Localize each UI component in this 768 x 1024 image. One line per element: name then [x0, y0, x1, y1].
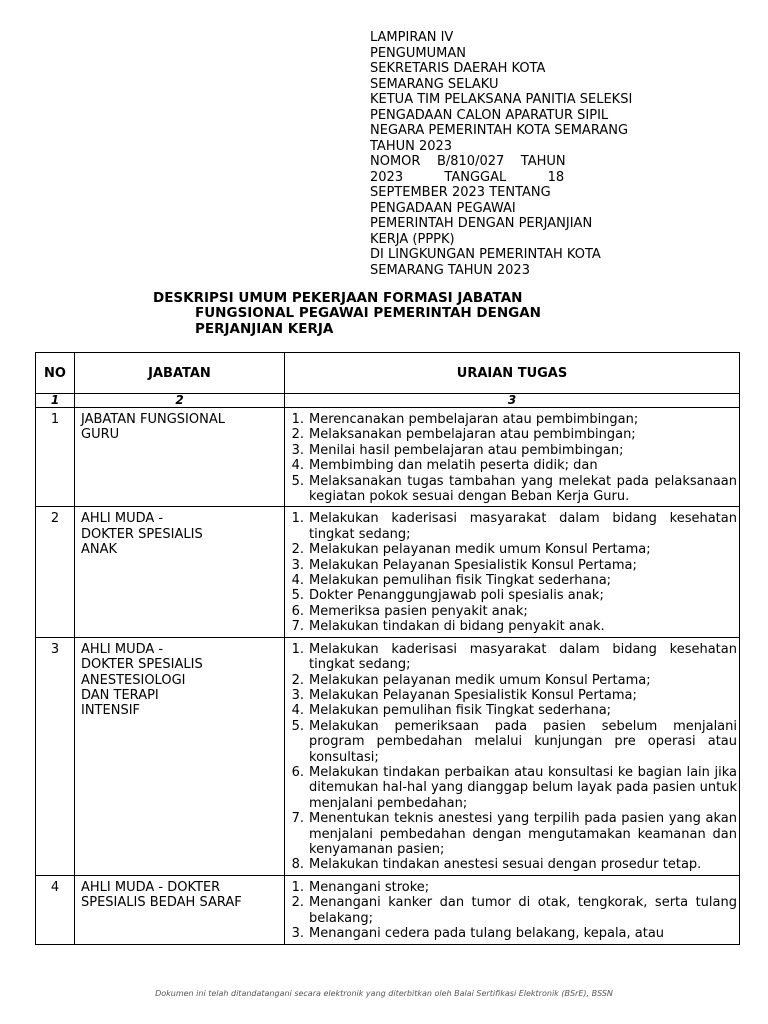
- task-text: Melakukan kaderisasi masyarakat dalam bidang kesehatan tingkat sedang;: [309, 641, 737, 673]
- task-number: 3.: [291, 687, 304, 703]
- table-row: [36, 408, 740, 507]
- jabatan-line: AHLI MUDA - DOKTER: [81, 879, 221, 895]
- header-line: SEPTEMBER 2023 TENTANG: [370, 185, 551, 200]
- task-text: Melakukan Pelayanan Spesialistik Konsul Pertama;: [309, 557, 637, 573]
- header-line: KERJA (PPPK): [370, 231, 455, 247]
- header-line: KETUA TIM PELAKSANA PANITIA SELEKSI: [370, 92, 633, 107]
- task-number: 5.: [291, 718, 304, 734]
- task-text: Melakukan Pelayanan Spesialistik Konsul Pertama;: [309, 687, 637, 703]
- task-item: [285, 880, 737, 895]
- header-line: DI LINGKUNGAN PEMERINTAH KOTA: [370, 247, 601, 262]
- job-description-table: [35, 352, 740, 945]
- task-item: [285, 412, 737, 427]
- task-number: 1.: [291, 511, 304, 527]
- uraian-tugas-cell: [285, 408, 740, 507]
- task-number: 6.: [291, 764, 304, 780]
- header-line: SEKRETARIS DAERAH KOTA: [370, 61, 546, 76]
- jabatan-line: DOKTER SPESIALIS: [81, 657, 203, 673]
- task-text: Merencanakan pembelajaran atau pembimbingan;: [309, 412, 639, 427]
- task-text: Melakukan pemulihan fisik Tingkat sederhana;: [309, 573, 612, 589]
- header-jabatan: JABATAN: [75, 353, 285, 394]
- task-list: [285, 412, 737, 504]
- task-number: 4.: [291, 573, 304, 589]
- task-number: 1.: [291, 879, 304, 895]
- header-line: PENGUMUMAN: [370, 45, 466, 61]
- task-item: [285, 604, 737, 619]
- jabatan-line: GURU: [81, 427, 120, 443]
- task-item: [285, 926, 737, 941]
- task-text: Memeriksa pasien penyakit anak;: [309, 603, 528, 619]
- uraian-tugas-cell: [285, 637, 740, 875]
- task-item: [285, 857, 737, 872]
- document-title: [153, 291, 633, 337]
- task-number: 4.: [291, 458, 304, 474]
- jabatan-line: JABATAN FUNGSIONAL: [81, 412, 225, 427]
- title-line: DESKRIPSI UMUM PEKERJAAN FORMASI JABATAN: [153, 290, 523, 306]
- task-text: Melaksanakan tugas tambahan yang melekat pada pelaksanaan kegiatan pokok sesuai dengan Beban Kerja Guru.: [309, 473, 737, 505]
- task-text: Melakukan tindakan perbaikan atau konsultasi ke bagian lain jika ditemukan hal-hal yang dianggap belum layak pada pasien untuk menjalani pembedahan;: [309, 764, 737, 811]
- jabatan-cell: [75, 408, 285, 507]
- task-item: [285, 895, 737, 926]
- task-number: 7.: [291, 619, 304, 635]
- header-uraian-tugas: URAIAN TUGAS: [285, 353, 740, 394]
- task-item: [285, 765, 737, 811]
- table-header-row: [36, 353, 740, 394]
- jabatan-cell: [75, 637, 285, 875]
- task-text: Membimbing dan melatih peserta didik; dan: [309, 458, 598, 474]
- uraian-tugas-cell: [285, 507, 740, 637]
- task-text: Melakukan pemulihan fisik Tingkat sederhana;: [309, 703, 612, 719]
- task-number: 6.: [291, 603, 304, 619]
- task-text: Menangani cedera pada tulang belakang, kepala, atau: [309, 926, 665, 941]
- header-line: SEMARANG TAHUN 2023: [370, 262, 530, 278]
- row-number: 1: [36, 408, 75, 507]
- title-line: FUNGSIONAL PEGAWAI PEMERINTAH DENGAN: [195, 305, 541, 322]
- task-number: 2.: [291, 672, 304, 688]
- column-number-row: [36, 394, 740, 408]
- header-line: TAHUN 2023: [370, 138, 453, 154]
- column-number: 2: [75, 394, 285, 408]
- attachment-header: [370, 30, 680, 278]
- task-text: Melakukan kaderisasi masyarakat dalam bidang kesehatan tingkat sedang;: [309, 511, 737, 542]
- jabatan-line: AHLI MUDA -: [81, 511, 164, 527]
- task-text: Menangani kanker dan tumor di otak, tengkorak, serta tulang belakang;: [309, 895, 737, 926]
- header-line: SEMARANG SELAKU: [370, 76, 499, 92]
- task-item: [285, 673, 737, 688]
- task-item: [285, 688, 737, 703]
- task-list: [285, 642, 737, 873]
- task-text: Dokter Penanggungjawab poli spesialis anak;: [309, 588, 604, 604]
- header-line: LAMPIRAN IV: [370, 30, 454, 45]
- task-number: 2.: [291, 542, 304, 558]
- task-number: 4.: [291, 703, 304, 719]
- task-item: [285, 573, 737, 588]
- task-item: [285, 427, 737, 442]
- task-number: 1.: [291, 641, 304, 657]
- header-line: PENGADAAN CALON APARATUR SIPIL: [370, 107, 609, 123]
- task-item: [285, 588, 737, 603]
- task-number: 2.: [291, 895, 304, 911]
- task-number: 1.: [291, 412, 304, 427]
- task-list: [285, 880, 737, 942]
- task-item: [285, 558, 737, 573]
- header-line: NEGARA PEMERINTAH KOTA SEMARANG: [370, 123, 629, 138]
- jabatan-line: DOKTER SPESIALIS: [81, 526, 203, 542]
- table-row: [36, 637, 740, 875]
- task-item: [285, 703, 737, 718]
- jabatan-line: SPESIALIS BEDAH SARAF: [81, 895, 242, 911]
- header-line: NOMOR B/810/027 TAHUN: [370, 154, 566, 169]
- jabatan-cell: [75, 507, 285, 637]
- task-text: Melaksanakan pembelajaran atau pembimbingan;: [309, 427, 636, 443]
- task-text: Melakukan tindakan di bidang penyakit anak.: [309, 619, 605, 635]
- task-text: Menentukan teknis anestesi yang terpilih pada pasien yang akan menjalani pembedahan dengan mengutamakan keamanan dan kenyamanan pasien;: [309, 811, 737, 857]
- task-item: [285, 443, 737, 458]
- task-text: Melakukan pelayanan medik umum Konsul Pertama;: [309, 542, 651, 558]
- task-text: Melakukan tindakan anestesi sesuai dengan prosedur tetap.: [309, 857, 702, 873]
- jabatan-line: ANAK: [81, 542, 118, 558]
- task-number: 3.: [291, 442, 304, 458]
- task-list: [285, 511, 737, 634]
- task-number: 2.: [291, 427, 304, 443]
- header-line: PENGADAAN PEGAWAI: [370, 200, 516, 216]
- task-item: [285, 811, 737, 857]
- task-number: 3.: [291, 926, 304, 941]
- jabatan-cell: [75, 875, 285, 944]
- jabatan-line: INTENSIF: [81, 703, 141, 719]
- task-number: 3.: [291, 557, 304, 573]
- header-no: NO: [36, 353, 75, 394]
- column-number: 3: [285, 394, 740, 408]
- header-line: 2023 TANGGAL 18: [370, 169, 565, 185]
- row-number: 2: [36, 507, 75, 637]
- header-line: PEMERINTAH DENGAN PERJANJIAN: [370, 216, 593, 231]
- task-number: 8.: [291, 857, 304, 873]
- e-signature-footer: Dokumen ini telah ditandatangani secara elektronik yang diterbitkan oleh Balai Sertifikasi Elektronik (BSrE), BSSN: [155, 989, 613, 998]
- row-number: 3: [36, 637, 75, 875]
- task-item: [285, 719, 737, 765]
- task-number: 5.: [291, 473, 304, 489]
- task-text: Menilai hasil pembelajaran atau pembimbingan;: [309, 442, 624, 458]
- task-text: Menangani stroke;: [309, 879, 430, 895]
- task-text: Melakukan pelayanan medik umum Konsul Pertama;: [309, 672, 651, 688]
- task-item: [285, 458, 737, 473]
- jabatan-line: ANESTESIOLOGI: [81, 672, 186, 688]
- uraian-tugas-cell: [285, 875, 740, 944]
- task-item: [285, 511, 737, 542]
- table-row: [36, 875, 740, 944]
- task-item: [285, 474, 737, 505]
- row-number: 4: [36, 875, 75, 944]
- column-number: 1: [36, 394, 75, 408]
- table-row: [36, 507, 740, 637]
- jabatan-line: AHLI MUDA -: [81, 641, 164, 657]
- task-item: [285, 542, 737, 557]
- title-line: PERJANJIAN KERJA: [195, 320, 334, 337]
- task-item: [285, 619, 737, 634]
- jabatan-line: DAN TERAPI: [81, 687, 159, 703]
- task-number: 5.: [291, 588, 304, 604]
- task-text: Melakukan pemeriksaan pada pasien sebelum menjalani program pembedahan melalui kunjungan pre operasi atau konsultasi;: [309, 718, 737, 765]
- task-number: 7.: [291, 811, 304, 827]
- task-item: [285, 642, 737, 673]
